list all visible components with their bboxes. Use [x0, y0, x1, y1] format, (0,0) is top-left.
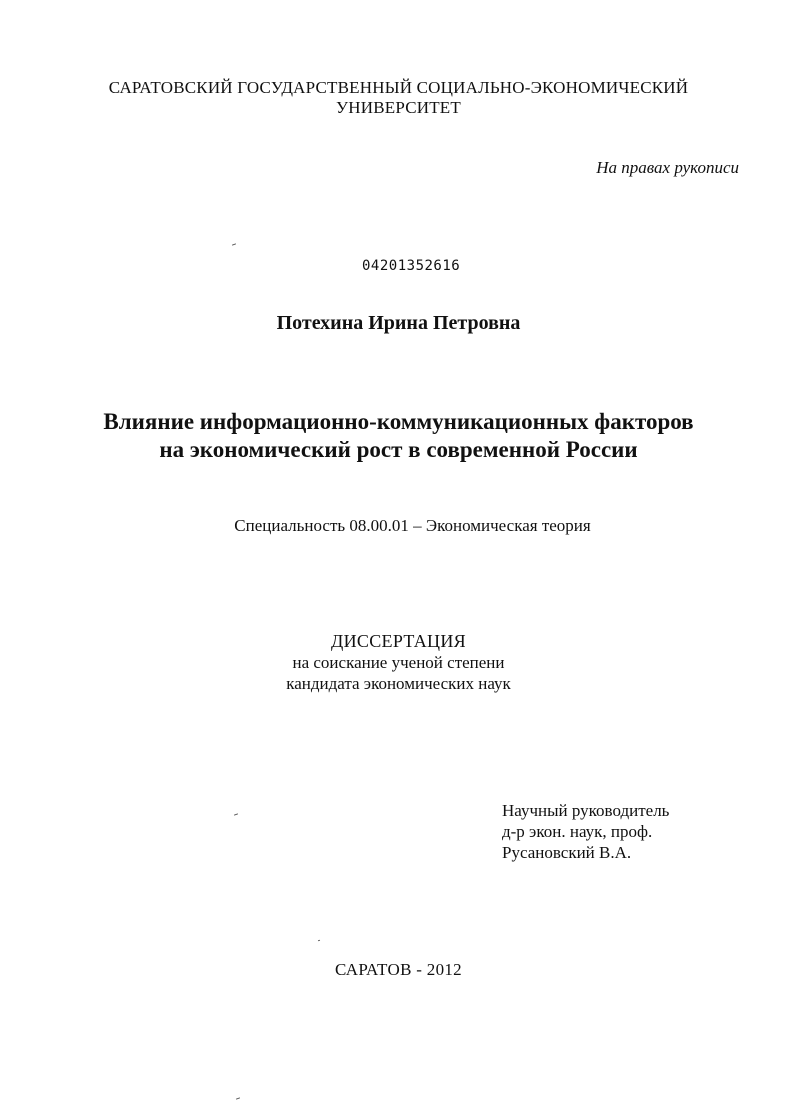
- author-name: Потехина Ирина Петровна: [276, 312, 521, 334]
- supervisor-block: [502, 800, 669, 863]
- dissertation-title: [0, 408, 797, 464]
- specialty: Специальность 08.00.01 – Экономическая теория: [234, 516, 591, 535]
- title-line-2: на экономический рост в современной России: [159, 437, 638, 462]
- scan-speck: [234, 813, 238, 815]
- dissertation-type: ДИССЕРТАЦИЯ: [331, 631, 466, 651]
- university-name: [0, 78, 797, 118]
- scan-speck: [232, 243, 236, 245]
- supervisor-name: Русановский В.А.: [502, 843, 632, 862]
- university-line-1: САРАТОВСКИЙ ГОСУДАРСТВЕННЫЙ СОЦИАЛЬНО-ЭКОНОМИЧЕСКИЙ: [108, 78, 689, 97]
- university-line-2: УНИВЕРСИТЕТ: [336, 98, 461, 117]
- degree-info: [0, 652, 797, 694]
- title-line-1: Влияние информационно-коммуникационных факторов: [103, 409, 694, 434]
- scan-speck: [318, 940, 320, 942]
- degree-line-1: на соискание ученой степени: [292, 653, 505, 672]
- manuscript-note: На правах рукописи: [596, 158, 739, 177]
- scan-speck: [236, 1097, 240, 1099]
- supervisor-role: Научный руководитель: [502, 801, 670, 820]
- catalog-code: 04201352616: [362, 258, 461, 274]
- supervisor-degree: д-р экон. наук, проф.: [502, 822, 653, 841]
- city-year: САРАТОВ - 2012: [335, 960, 462, 979]
- degree-line-2: кандидата экономических наук: [286, 674, 511, 693]
